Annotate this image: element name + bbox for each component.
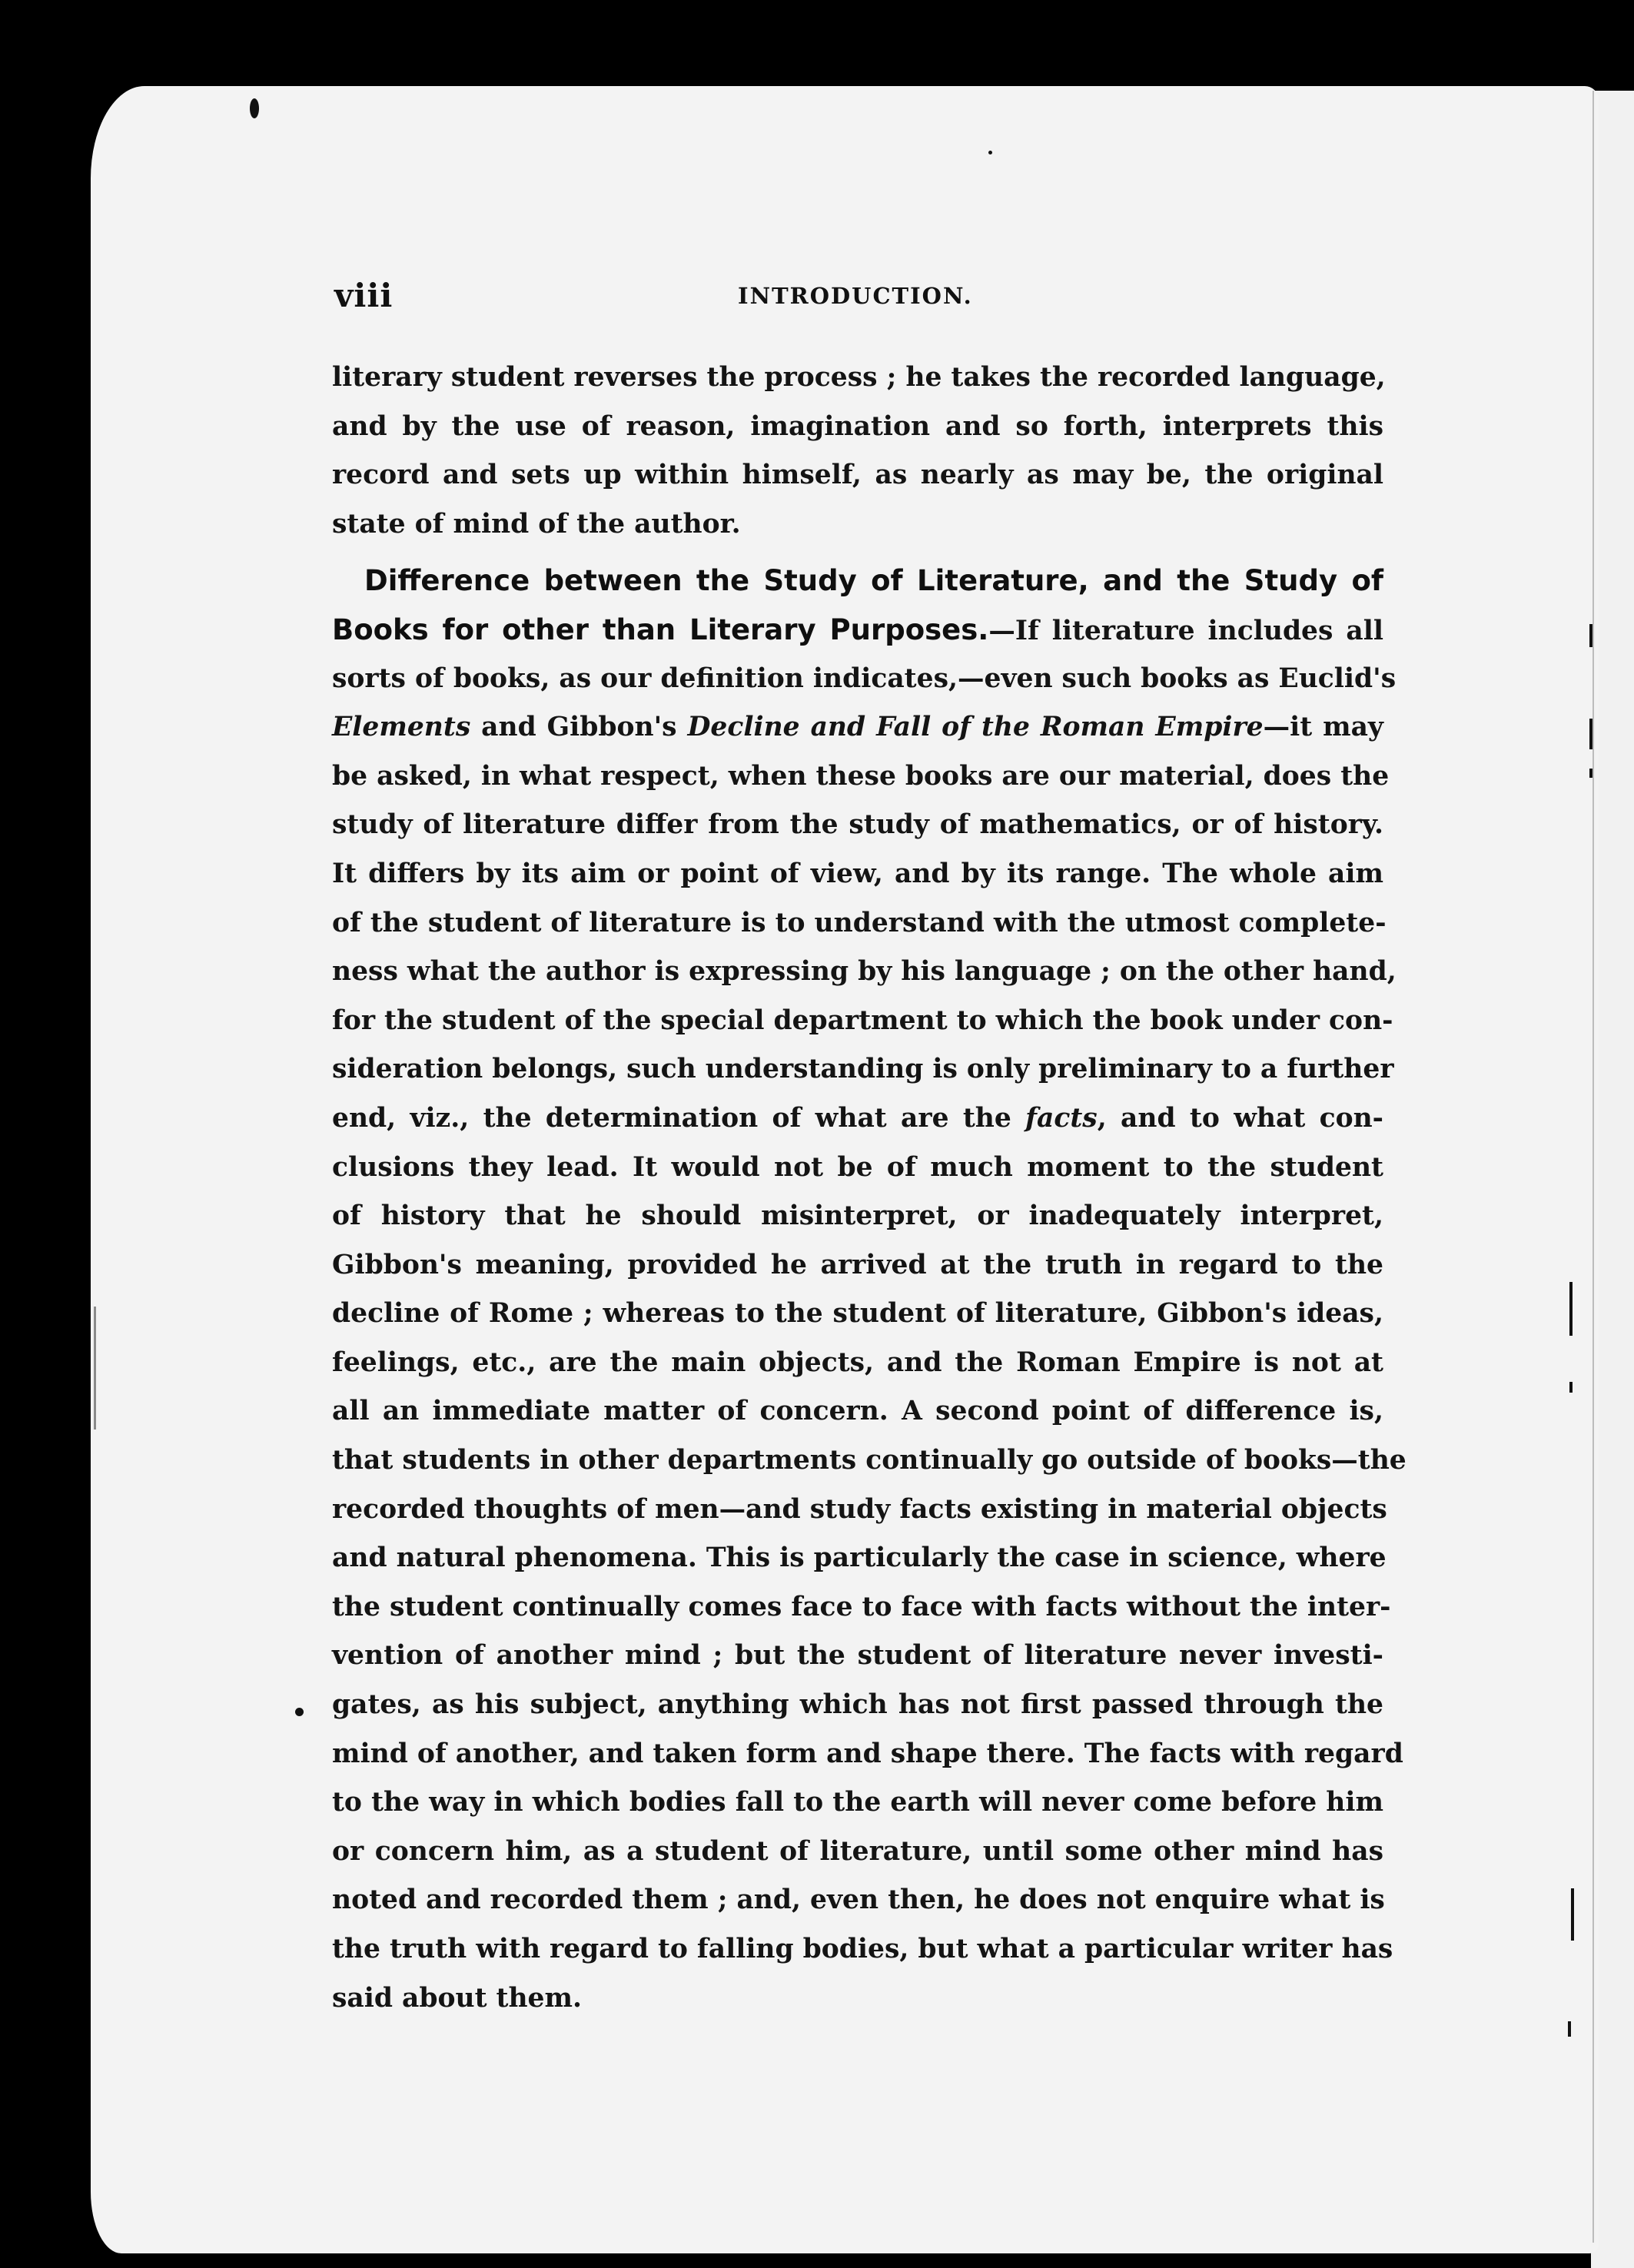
page-fold-line — [1592, 91, 1594, 2243]
ink-speck — [250, 98, 259, 118]
book-title-elements: Elements — [332, 712, 471, 743]
text-line — [332, 1094, 1383, 1144]
text-line: It differs by its aim or point of view, and by its range. The whole aim — [332, 858, 1383, 889]
text-line: sorts of books, as our definition indicates,—even such books as Euclid's — [332, 662, 1397, 694]
text-line: record and sets up within himself, as nearly as may be, the original — [332, 460, 1383, 491]
text-line: state of mind of the author. — [332, 508, 741, 540]
page-number: viii — [334, 277, 394, 314]
text-line: that students in other departments continually go outside of books—the — [332, 1445, 1407, 1476]
section-heading-line: Difference between the Study of Literature, and the Study of — [364, 564, 1383, 598]
text-line — [332, 703, 1383, 752]
text-line: study of literature differ from the study of mathematics, or of history. — [332, 809, 1383, 841]
edge-mark — [1589, 769, 1592, 778]
text-line: feelings, etc., are the main objects, and the Roman Empire is not at — [332, 1347, 1383, 1378]
edge-mark — [1589, 624, 1592, 647]
text-line: the truth with regard to falling bodies, but what a particular writer has — [332, 1934, 1393, 1964]
edge-mark — [1568, 2021, 1571, 2037]
text-line: mind of another, and taken form and shape there. The facts with regard — [332, 1738, 1403, 1769]
text-line: or concern him, as a student of literature, until some other mind has — [332, 1835, 1383, 1867]
text-line: of the student of literature is to understand with the utmost complete- — [332, 907, 1387, 938]
text-line: said about them. — [332, 1982, 583, 2014]
paragraph-gap — [332, 549, 1383, 556]
text-run: —If literature includes all — [988, 615, 1383, 646]
emphasis-facts: facts — [1025, 1102, 1098, 1134]
edge-mark — [1571, 1888, 1574, 1941]
page-header — [334, 277, 1380, 315]
ink-speck — [988, 151, 992, 154]
text-line: noted and recorded them ; and, even then, he does not enquire what is — [332, 1884, 1385, 1916]
running-title: INTRODUCTION. — [738, 283, 973, 309]
left-edge-crease — [94, 1307, 96, 1430]
text-line: and natural phenomena. This is particularly the case in science, where — [332, 1542, 1387, 1574]
text-line: ness what the author is expressing by his language ; on the other hand, — [332, 956, 1397, 988]
text-line: clusions they lead. It would not be of much moment to the student — [332, 1151, 1383, 1183]
text-line — [332, 606, 1383, 655]
text-run: , and to what con- — [1097, 1102, 1384, 1134]
text-run: —it may — [1263, 712, 1383, 743]
text-line: the student continually comes face to face with facts without the inter- — [332, 1591, 1391, 1622]
page-body-text — [332, 354, 1407, 2023]
text-line: and by the use of reason, imagination and so forth, interprets this — [332, 410, 1383, 442]
text-line: decline of Rome ; whereas to the student of literature, Gibbon's ideas, — [332, 1298, 1383, 1330]
text-line: literary student reverses the process ; he takes the recorded language, — [332, 362, 1386, 393]
text-line: be asked, in what respect, when these books are our material, does the — [332, 760, 1390, 792]
text-run: and Gibbon's — [470, 712, 688, 743]
text-line: gates, as his subject, anything which has not first passed through the — [332, 1689, 1383, 1721]
text-run: end, viz., the determination of what are the — [332, 1102, 1026, 1134]
text-line: all an immediate matter of concern. A second point of difference is, — [332, 1396, 1383, 1427]
text-line: of history that he should misinterpret, or inadequately interpret, — [332, 1200, 1383, 1232]
edge-mark — [1569, 1382, 1573, 1393]
edge-mark — [1589, 719, 1592, 749]
text-line: recorded thoughts of men—and study facts existing in material objects — [332, 1493, 1387, 1525]
ink-speck — [295, 1708, 304, 1716]
section-heading: Books for other than Literary Purposes. — [332, 613, 989, 646]
text-line: vention of another mind ; but the student of literature never investi- — [332, 1640, 1383, 1672]
text-line: Gibbon's meaning, provided he arrived at the truth in regard to the — [332, 1249, 1383, 1280]
text-line: for the student of the special department to which the book under con- — [332, 1004, 1393, 1036]
edge-mark — [1569, 1282, 1573, 1336]
book-title-decline-and-fall: Decline and Fall of the Roman Empire — [687, 712, 1264, 743]
text-line: sideration belongs, such understanding is only preliminary to a further — [332, 1054, 1394, 1085]
text-line: to the way in which bodies fall to the earth will never come before him — [332, 1787, 1383, 1818]
